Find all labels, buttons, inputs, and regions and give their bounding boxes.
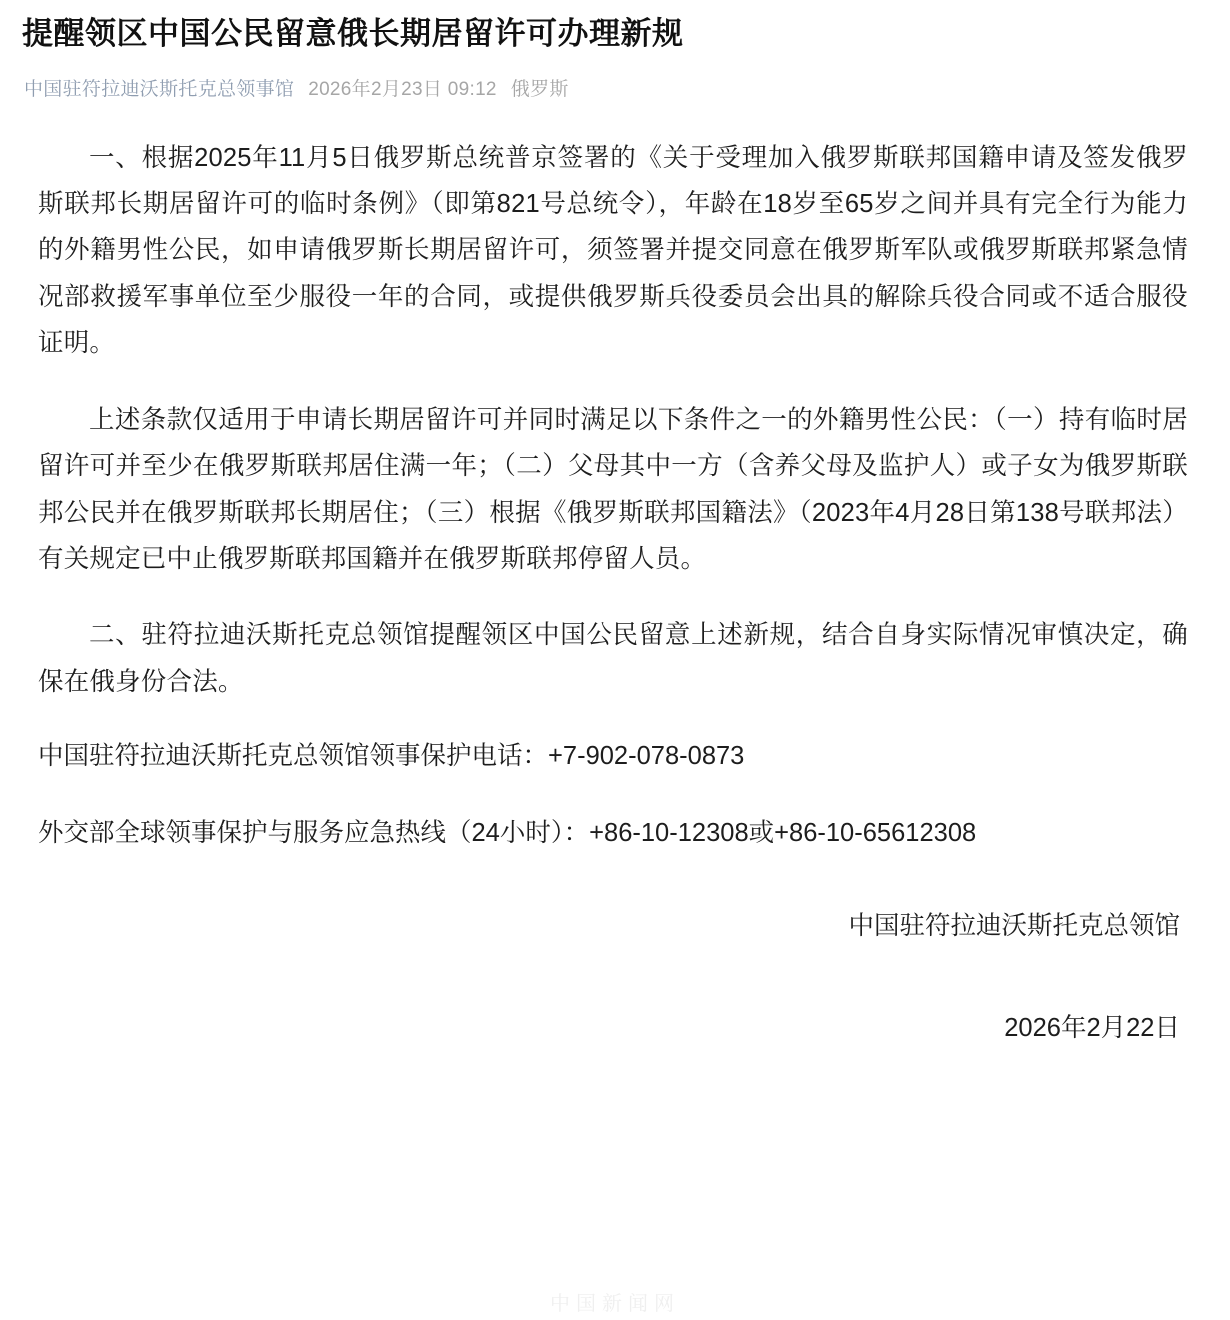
paragraph-2: 上述条款仅适用于申请长期居留许可并同时满足以下条件之一的外籍男性公民：（一）持有临时居留许可并至少在俄罗斯联邦居住满一年；（二）父母其中一方（含养父母及监护人）或子女为俄罗斯联邦公民并在俄罗斯联邦长期居住；（三）根据《俄罗斯联邦国籍法》（2023年4月28日第138号联邦法）有关规定已中止俄罗斯联邦国籍并在俄罗斯联邦停留人员。 bbox=[38, 405, 1188, 573]
global-consular-hotline: 外交部全球领事保护与服务应急热线（24小时）：+86-10-12308或+86-10-65612308 bbox=[38, 818, 977, 847]
signature-organization: 中国驻符拉迪沃斯托克总领馆 bbox=[848, 911, 1180, 940]
signature-date: 2026年2月22日 bbox=[1004, 1013, 1180, 1042]
article-body bbox=[22, 135, 1200, 1052]
paragraph-3: 二、驻符拉迪沃斯托克总领馆提醒领区中国公民留意上述新规，结合自身实际情况审慎决定，确保在俄身份合法。 bbox=[38, 621, 1188, 696]
article-meta bbox=[24, 74, 1200, 101]
watermark: 中国新闻网 bbox=[550, 1293, 680, 1315]
paragraph-1: 一、根据2025年11月5日俄罗斯总统普京签署的《关于受理加入俄罗斯联邦国籍申请及签发俄罗斯联邦长期居留许可的临时条例》（即第821号总统令），年龄在18岁至65岁之间并具有完全行为能力的外籍男性公民，如申请俄罗斯长期居留许可，须签署并提交同意在俄罗斯军队或俄罗斯联邦紧急情况部救援军事单位至少服役一年的合同，或提供俄罗斯兵役委员会出具的解除兵役合同或不适合服役证明。 bbox=[38, 143, 1188, 358]
consular-protection-phone: 中国驻符拉迪沃斯托克总领馆领事保护电话：+7-902-078-0873 bbox=[38, 742, 745, 771]
meta-region: 俄罗斯 bbox=[510, 78, 569, 100]
meta-source[interactable]: 中国驻符拉迪沃斯托克总领事馆 bbox=[24, 78, 295, 100]
page-title: 提醒领区中国公民留意俄长期居留许可办理新规 bbox=[22, 16, 684, 51]
meta-datetime: 2026年2月23日 09:12 bbox=[308, 78, 497, 100]
signature-block bbox=[38, 904, 1188, 1052]
